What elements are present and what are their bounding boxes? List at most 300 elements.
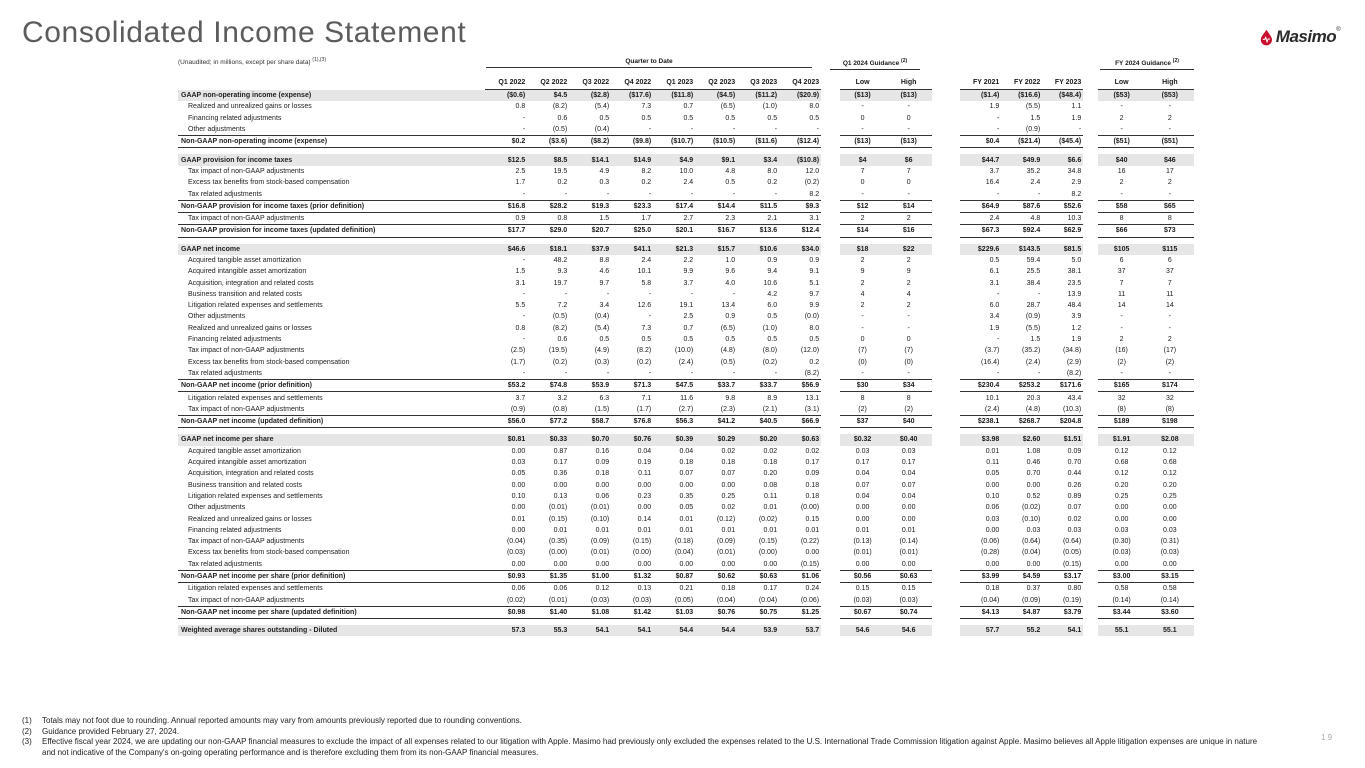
table-cell: (0.31) [1160, 538, 1179, 546]
table-cell: (0.04) [506, 538, 526, 546]
table-cell: 1.2 [1071, 324, 1082, 332]
table-cell: 0.18 [763, 459, 778, 467]
table-cell: - [907, 313, 910, 321]
table-cell: $0.75 [737, 606, 779, 618]
row-label: Tax related adjustments [188, 369, 262, 377]
table-cell: 1.08 [1026, 447, 1041, 455]
table-cell: 0.87 [553, 447, 568, 455]
table-cell: - [1120, 103, 1123, 111]
table-cell: ($11.8) [653, 90, 695, 102]
column-spacer [932, 244, 961, 255]
table-cell: 0.00 [1114, 515, 1129, 523]
table-cell: 0.20 [1114, 481, 1129, 489]
table-cell: 3.1 [515, 279, 526, 287]
table-cell: 0.00 [595, 481, 610, 489]
row-label: Acquired tangible asset amortization [188, 447, 301, 455]
table-cell: (10.0) [674, 347, 694, 355]
table-cell: 34.8 [1067, 167, 1082, 175]
column-spacer [932, 491, 961, 502]
table-cell: 0.00 [637, 504, 652, 512]
column-spacer [932, 200, 961, 212]
table-cell: 0.5 [683, 336, 694, 344]
table-cell: 0.3 [599, 179, 610, 187]
table-cell: (6.5) [720, 103, 736, 111]
table-cell: 0.00 [679, 560, 694, 568]
column-spacer [821, 300, 839, 311]
table-cell: 48.4 [1067, 302, 1082, 310]
table-cell: 25.5 [1026, 268, 1041, 276]
table-cell: 10.0 [679, 167, 694, 175]
column-spacer [932, 124, 961, 136]
table-cell: 2.2 [683, 257, 694, 264]
column-spacer [932, 71, 961, 90]
table-cell: 55.2 [1001, 625, 1042, 636]
column-spacer [1083, 502, 1097, 513]
table-cell: $16.8 [485, 200, 527, 212]
table-cell: 0.70 [1067, 459, 1082, 467]
row-label: Business transition and related costs [188, 481, 303, 489]
table-cell: - [564, 190, 568, 198]
column-spacer [932, 255, 961, 266]
table-cell: 12.6 [637, 302, 652, 310]
table-cell: (0.02) [1021, 504, 1041, 512]
table-cell: - [907, 324, 910, 332]
column-spacer [932, 277, 961, 288]
row-label: Tax impact of non-GAAP adjustments [188, 596, 305, 604]
table-cell: 0.5 [599, 114, 610, 122]
table-cell: 48.2 [553, 257, 568, 264]
table-cell: - [861, 126, 864, 134]
table-cell: $18.1 [527, 244, 569, 255]
table-cell: $22 [886, 244, 932, 255]
column-spacer [1083, 536, 1097, 547]
table-cell: $73 [1146, 225, 1194, 237]
table-cell: - [522, 290, 526, 298]
table-cell: 0.5 [809, 336, 820, 344]
table-cell: $67.3 [960, 225, 1001, 237]
table-cell: $25.0 [611, 225, 653, 237]
column-spacer [821, 416, 839, 428]
table-cell: 0.9 [809, 257, 820, 264]
table-cell: 19.7 [553, 279, 568, 287]
table-cell: (0.5) [552, 126, 568, 134]
table-cell: - [606, 369, 610, 377]
table-cell: $0.98 [485, 606, 527, 618]
row-label: Tax impact of non-GAAP adjustments [188, 215, 305, 223]
table-cell: 0.5 [809, 114, 820, 122]
table-cell: $41.1 [611, 244, 653, 255]
table-cell: (8.2) [552, 103, 568, 111]
column-spacer [1083, 90, 1097, 102]
table-cell: 2.4 [641, 257, 652, 264]
table-cell: $12 [840, 200, 886, 212]
table-cell: (0.2) [762, 358, 778, 366]
row-label: Realized and unrealized gains or losses [188, 324, 312, 332]
table-cell: (0.15) [800, 560, 820, 568]
table-cell: 35.2 [1026, 167, 1041, 175]
table-cell: (0.03) [1112, 549, 1131, 557]
table-cell: - [996, 290, 1000, 298]
column-spacer [1083, 513, 1097, 524]
table-cell: 0.03 [985, 515, 1000, 523]
table-cell: 0.00 [985, 560, 1000, 568]
column-header: Q3 2023 [737, 71, 779, 90]
table-cell: 0.03 [511, 459, 526, 467]
table-cell: 9.7 [599, 279, 610, 287]
table-cell: 0.00 [855, 504, 870, 512]
table-cell: - [732, 290, 736, 298]
column-spacer [821, 266, 839, 277]
table-cell: - [996, 114, 1000, 122]
table-cell: 0.70 [1026, 470, 1041, 478]
table-cell: 6.0 [989, 302, 1000, 310]
table-cell: - [1037, 369, 1041, 377]
table-cell: 5.5 [515, 302, 526, 310]
footnote [22, 737, 1262, 758]
table-row [178, 113, 1194, 124]
table-cell: 0 [860, 179, 865, 187]
table-cell: (2) [904, 405, 913, 413]
table-cell: 37 [1117, 268, 1126, 276]
table-cell: 0.07 [901, 481, 916, 489]
table-cell: 0.9 [515, 215, 526, 223]
table-cell: 55.1 [1146, 625, 1194, 636]
table-cell: (8) [1117, 405, 1126, 413]
table-cell: (5.4) [594, 324, 610, 332]
table-cell: $71.3 [611, 380, 653, 392]
table-cell: (0.04) [981, 596, 1000, 604]
row-label: Litigation related expenses and settlements [188, 492, 323, 500]
row-label: Financing related adjustments [188, 526, 282, 534]
table-cell: (0.01) [590, 504, 610, 512]
row-label: Tax related adjustments [188, 560, 262, 568]
table-cell: 0.58 [1163, 585, 1177, 593]
row-label: Litigation related expenses and settlements [188, 302, 323, 310]
table-cell: (1.7) [510, 358, 526, 366]
table-cell: (8.0) [762, 347, 778, 355]
table-cell: $81.5 [1042, 244, 1083, 255]
table-cell: 14 [1165, 302, 1174, 310]
row-label: Non-GAAP provision for income taxes (prior definition) [178, 200, 485, 212]
table-cell: $9.1 [695, 154, 737, 165]
table-row [178, 536, 1194, 547]
table-cell: (0.01) [548, 504, 568, 512]
table-cell: - [690, 126, 694, 134]
table-cell: $9.3 [779, 200, 821, 212]
column-header: High [1146, 71, 1194, 90]
row-label: Non-GAAP net income (updated definition) [178, 416, 485, 428]
column-spacer [932, 188, 961, 200]
table-cell: 54.4 [653, 625, 695, 636]
table-cell: 0.5 [725, 179, 736, 187]
table-cell: 12.0 [805, 167, 820, 175]
table-cell: 0.21 [679, 585, 694, 593]
table-cell: $3.98 [960, 434, 1001, 445]
table-cell: 54.1 [1042, 625, 1083, 636]
table-cell: 6 [1167, 257, 1172, 264]
table-row [178, 594, 1194, 606]
table-cell: 54.1 [611, 625, 653, 636]
column-spacer [821, 244, 839, 255]
column-spacer [821, 323, 839, 334]
table-cell: (0.04) [716, 596, 736, 604]
table-cell: 10.1 [637, 268, 652, 276]
table-cell: - [522, 114, 526, 122]
table-cell: - [1168, 126, 1172, 134]
table-cell: 3.1 [809, 215, 820, 223]
table-cell: (0.28) [981, 549, 1000, 557]
table-cell: 0.26 [1067, 481, 1082, 489]
table-cell: 0.2 [767, 179, 778, 187]
table-cell: (4.8) [1025, 405, 1041, 413]
table-cell: $18 [840, 244, 886, 255]
row-label: GAAP net income per share [178, 434, 485, 445]
table-cell: ($10.8) [779, 154, 821, 165]
table-cell: ($8.2) [569, 136, 611, 148]
table-cell: (5.5) [1025, 103, 1041, 111]
table-cell: - [1120, 369, 1123, 377]
table-cell: 37 [1165, 268, 1174, 276]
column-spacer [821, 71, 839, 90]
table-cell: 6.1 [989, 268, 1000, 276]
table-cell: 9 [906, 268, 911, 276]
table-cell: ($13) [886, 90, 932, 102]
table-cell: (0.03) [632, 596, 652, 604]
table-cell: $58.7 [569, 416, 611, 428]
row-label: Litigation related expenses and settlements [188, 585, 323, 593]
table-cell: (2) [858, 405, 867, 413]
table-cell: 0.01 [763, 526, 778, 534]
table-cell: ($11.2) [737, 90, 779, 102]
table-cell: 0.20 [1163, 481, 1177, 489]
table-cell: 0.00 [805, 549, 820, 557]
row-label: Litigation related expenses and settlements [188, 394, 323, 402]
column-spacer [932, 392, 961, 404]
table-cell: - [648, 190, 652, 198]
column-spacer [1083, 124, 1097, 136]
table-cell: 0.11 [764, 492, 778, 500]
table-cell: - [774, 126, 778, 134]
column-spacer [821, 113, 839, 124]
column-spacer [1083, 177, 1097, 188]
column-spacer [1083, 446, 1097, 457]
table-cell: - [1120, 126, 1123, 134]
table-row-non-gaap-total [178, 136, 1194, 148]
table-cell: (0.12) [716, 515, 736, 523]
table-row [178, 323, 1194, 334]
row-label: Non-GAAP net income per share (updated definition) [178, 606, 485, 618]
column-spacer [821, 311, 839, 322]
table-cell: 0.15 [901, 585, 916, 593]
table-cell: 0.00 [901, 515, 916, 523]
table-cell: - [522, 336, 526, 344]
logo-wordmark: Masimo® [1275, 27, 1340, 46]
table-cell: $46 [1146, 154, 1194, 165]
table-cell: 11 [1117, 290, 1126, 298]
table-cell: 0.00 [855, 560, 870, 568]
table-cell: $3.99 [960, 570, 1001, 582]
table-cell: (0.09) [1021, 596, 1041, 604]
column-spacer [1083, 368, 1097, 380]
table-cell: (0.18) [674, 538, 694, 546]
table-cell: 0.04 [637, 447, 652, 455]
column-header: Q4 2022 [611, 71, 653, 90]
table-row-non-gaap-total [178, 606, 1194, 618]
table-cell: $3.79 [1042, 606, 1083, 618]
column-spacer [1083, 345, 1097, 356]
table-row-non-gaap-total [178, 225, 1194, 237]
table-cell: $62.9 [1042, 225, 1083, 237]
table-cell: 32 [1165, 394, 1174, 402]
table-row [178, 289, 1194, 300]
table-cell: 9.8 [725, 394, 736, 402]
column-spacer [821, 200, 839, 212]
table-cell: $0.20 [737, 434, 779, 445]
table-cell: 0.01 [985, 447, 1000, 455]
table-cell: - [861, 103, 864, 111]
row-label: Excess tax benefits from stock-based compensation [188, 179, 350, 187]
table-cell: 4.8 [1030, 215, 1041, 223]
table-cell: 0.02 [721, 447, 736, 455]
table-cell: 1.9 [1071, 336, 1082, 344]
table-cell: 2 [1167, 114, 1172, 122]
table-cell: ($51) [1146, 136, 1194, 148]
table-cell: 3.7 [989, 167, 1000, 175]
table-cell: $52.6 [1042, 200, 1083, 212]
table-cell: 0.01 [679, 515, 694, 523]
table-cell: 0.04 [855, 470, 870, 478]
table-cell: (0) [904, 358, 913, 366]
table-cell: $0.67 [840, 606, 886, 618]
table-cell: $1.91 [1098, 434, 1146, 445]
table-cell: (0.02) [758, 515, 778, 523]
table-row [178, 277, 1194, 288]
table-cell: 4.0 [725, 279, 736, 287]
table-cell: 2.1 [767, 215, 778, 223]
table-cell: 0.08 [763, 481, 778, 489]
column-spacer [821, 177, 839, 188]
column-spacer [932, 434, 961, 445]
table-row [178, 368, 1194, 380]
table-cell: 0.05 [511, 470, 526, 478]
table-cell: 0.80 [1067, 585, 1082, 593]
row-label: GAAP net income [178, 244, 485, 255]
table-cell: $230.4 [960, 380, 1001, 392]
column-spacer [1083, 277, 1097, 288]
table-cell: 5.0 [1071, 257, 1082, 264]
table-cell: 54.1 [569, 625, 611, 636]
table-cell: 0.01 [511, 515, 526, 523]
column-spacer [1083, 625, 1097, 636]
table-cell: (0.10) [590, 515, 610, 523]
column-spacer [932, 289, 961, 300]
table-cell: 0.00 [985, 526, 1000, 534]
table-cell: (2.5) [510, 347, 526, 355]
table-cell: $19.3 [569, 200, 611, 212]
table-cell: 14 [1117, 302, 1126, 310]
table-cell: 2 [1167, 179, 1172, 187]
table-cell: (1.5) [594, 405, 610, 413]
table-cell: 0.7 [683, 103, 694, 111]
table-cell: (0.01) [590, 549, 610, 557]
table-cell: 2.5 [683, 313, 694, 321]
table-cell: ($4.5) [695, 90, 737, 102]
table-cell: (0.01) [716, 549, 736, 557]
table-cell: (0.9) [1025, 313, 1041, 321]
column-spacer [932, 559, 961, 571]
column-spacer [1083, 323, 1097, 334]
table-cell: $6 [886, 154, 932, 165]
table-cell: 0.06 [553, 585, 568, 593]
table-cell: $1.35 [527, 570, 569, 582]
table-cell: 0.18 [679, 459, 694, 467]
column-spacer [932, 625, 961, 636]
table-cell: $53.2 [485, 380, 527, 392]
table-cell: 0.00 [1114, 504, 1129, 512]
table-cell: 0.6 [557, 114, 568, 122]
table-cell: 32 [1117, 394, 1126, 402]
table-cell: (0.01) [899, 549, 918, 557]
table-cell: (35.2) [1021, 347, 1041, 355]
table-cell: $0.81 [485, 434, 527, 445]
table-cell: 0.01 [763, 504, 778, 512]
table-cell: 0.68 [1114, 459, 1129, 467]
column-spacer [1083, 166, 1097, 177]
row-label: Acquired intangible asset amortization [188, 459, 307, 467]
table-cell: $14 [840, 225, 886, 237]
table-cell: 0.03 [855, 447, 870, 455]
table-cell: $0.2 [485, 136, 527, 148]
table-cell: 0.5 [683, 114, 694, 122]
table-cell: 7 [1167, 279, 1172, 287]
table-cell: (0) [858, 358, 867, 366]
column-spacer [1083, 392, 1097, 404]
table-row [178, 446, 1194, 457]
table-cell: $0.87 [653, 570, 695, 582]
table-cell: $56.3 [653, 416, 695, 428]
table-cell: 57.3 [485, 625, 527, 636]
table-cell: 10.6 [763, 279, 778, 287]
table-cell: 0.03 [901, 447, 916, 455]
table-cell: 0.01 [553, 526, 568, 534]
table-cell: - [774, 369, 778, 377]
table-cell: $4.87 [1001, 606, 1042, 618]
table-cell: 19.5 [553, 167, 568, 175]
table-cell: $1.42 [611, 606, 653, 618]
table-cell: - [606, 290, 610, 298]
table-cell: 10.3 [1067, 215, 1082, 223]
table-cell: (2.4) [984, 405, 1000, 413]
table-cell: $3.15 [1146, 570, 1194, 582]
table-cell: ($11.6) [737, 136, 779, 148]
table-cell: ($12.4) [779, 136, 821, 148]
table-cell: (0.03) [853, 596, 872, 604]
table-cell: $40.5 [737, 416, 779, 428]
table-cell: (0.00) [758, 549, 778, 557]
column-spacer [821, 225, 839, 237]
table-cell: 0.00 [1026, 481, 1041, 489]
table-cell: - [861, 313, 864, 321]
table-cell: $17.4 [653, 200, 695, 212]
table-cell: 8.0 [809, 324, 820, 332]
table-cell: 0.5 [767, 114, 778, 122]
table-cell: (6.5) [720, 324, 736, 332]
table-cell: 0.06 [985, 504, 1000, 512]
table-cell: 54.4 [695, 625, 737, 636]
column-spacer [821, 90, 839, 102]
table-cell: 1.5 [1030, 336, 1041, 344]
column-spacer [821, 606, 839, 618]
